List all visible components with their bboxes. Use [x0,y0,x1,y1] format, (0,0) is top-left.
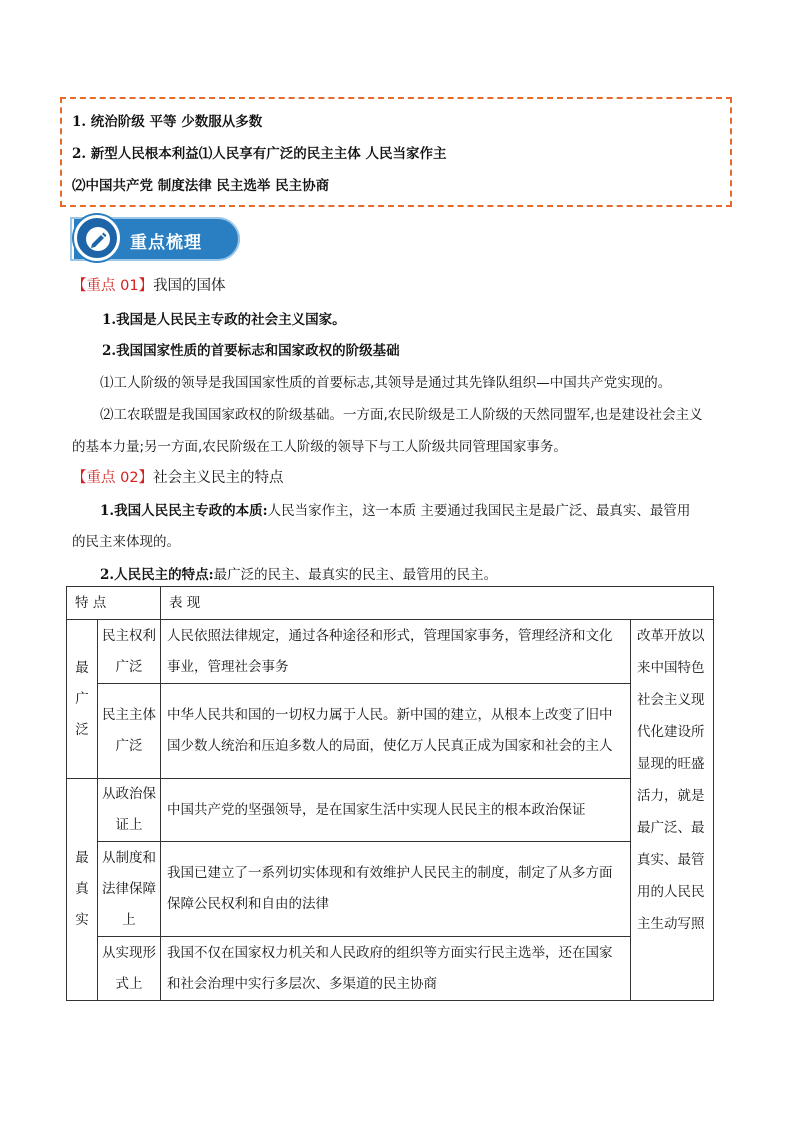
section2-title: 社会主义民主的特点 [153,470,284,486]
answer-line-1: 1. 统治阶级 平等 少数服从多数 [72,114,263,130]
features-table [66,586,714,1001]
section1-heading [72,274,226,295]
section2-p2 [100,563,497,583]
section2-p2-text: 最广泛的民主、最真实的民主、最管用的民主。 [213,567,498,583]
section1-p2: 2.我国国家性质的首要标志和国家政权的阶级基础 [102,343,400,359]
section1-p4a: ⑵工农联盟是我国国家政权的阶级基础。一方面,农民阶级是工人阶级的天然同盟军,也是建设社会主义 [100,407,703,423]
group-truest: 最真实 [67,779,98,1001]
row-text: 人民依照法律规定，通过各种途径和形式，管理国家事务，管理经济和文化事业，管理社会事务 [161,620,631,684]
header-features: 特 点 [67,587,161,620]
group-widest: 最广泛 [67,620,98,779]
section1-tag: 【重点 01】 [72,278,154,294]
answer-line-3: ⑵中国共产党 制度法律 民主选举 民主协商 [72,178,330,194]
table-row [67,842,714,937]
section2-tag: 【重点 02】 [72,470,154,486]
row-sub: 从实现形式上 [98,937,161,1001]
pencil-icon [74,215,120,261]
table-row [67,684,714,779]
section2-p1 [100,499,690,519]
table-row [67,779,714,842]
table-header-row [67,587,714,620]
section1-p4b: 的基本力量;另一方面,农民阶级在工人阶级的领导下与工人阶级共同管理国家事务。 [72,439,567,455]
section1-title: 我国的国体 [153,278,226,294]
row-text: 我国不仅在国家权力机关和人民政府的组织等方面实行民主选举，还在国家和社会治理中实行多层次、多渠道的民主协商 [161,937,631,1001]
row-text: 中国共产党的坚强领导，是在国家生活中实现人民民主的根本政治保证 [161,779,631,842]
row-text: 中华人民共和国的一切权力属于人民。新中国的建立，从根本上改变了旧中国少数人统治和压迫多数人的局面，使亿万人民真正成为国家和社会的主人 [161,684,631,779]
row-sub: 民主权利广泛 [98,620,161,684]
row-sub: 民主主体广泛 [98,684,161,779]
header-manifestation: 表 现 [161,587,714,620]
table-row [67,937,714,1001]
banner-title: 重点梳理 [130,233,202,253]
answer-line-2: 2. 新型人民根本利益⑴人民享有广泛的民主主体 人民当家作主 [72,146,447,162]
section2-heading [72,466,284,487]
table-row [67,620,714,684]
summary-cell: 改革开放以来中国特色社会主义现代化建设所显现的旺盛活力，就是最广泛、最真实、最管用的人民民主生动写照 [631,620,714,1001]
section2-p2-bold: 2.人民民主的特点: [100,567,214,583]
section2-p1b: 的民主来体现的。 [72,534,180,550]
row-text: 我国已建立了一系列切实体现和有效维护人民民主的制度，制定了从多方面保障公民权利和自由的法律 [161,842,631,937]
row-sub: 从制度和法律保障上 [98,842,161,937]
section1-p1: 1.我国是人民民主专政的社会主义国家。 [102,312,346,328]
section-banner [74,215,240,261]
row-sub: 从政治保证上 [98,779,161,842]
section1-p3: ⑴工人阶级的领导是我国国家性质的首要标志,其领导是通过其先锋队组织—中国共产党实现的。 [100,375,672,391]
section2-p1-text: 人民当家作主，这一本质 主要通过我国民主是最广泛、最真实、最管用 [267,503,691,519]
section2-p1-bold: 1.我国人民民主专政的本质: [100,503,268,519]
